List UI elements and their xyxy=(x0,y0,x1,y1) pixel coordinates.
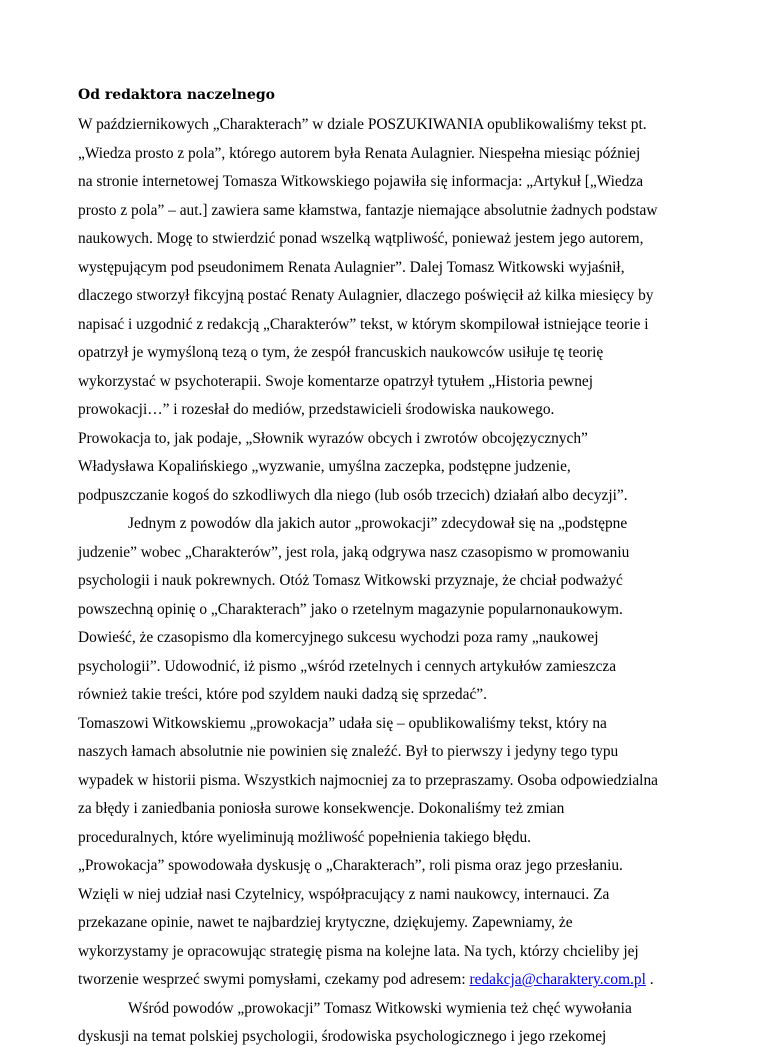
paragraph-line: Tomaszowi Witkowskiemu „prowokacja” udała się – opublikowaliśmy tekst, który na xyxy=(78,715,607,732)
paragraph-line: wykorzystać w psychoterapii. Swoje komentarze opatrzył tytułem „Historia pewnej xyxy=(78,373,594,390)
paragraph-line: opatrzył je wymyśloną tezą o tym, że zespół francuskich naukowców usiłuje tę teorię xyxy=(78,344,604,361)
paragraph-line: prosto z pola” – aut.] zawiera same kłamstwa, fantazje niemające absolutnie żadnych podstaw xyxy=(78,202,658,219)
paragraph-line: Prowokacja to, jak podaje, „Słownik wyrazów obcych i zwrotów obcojęzycznych” xyxy=(78,430,588,447)
paragraph-line: powszechną opinię o „Charakterach” jako o rzetelnym magazynie popularnonaukowym. xyxy=(78,601,623,618)
paragraph-line: „Wiedza prosto z pola”, którego autorem była Renata Aulagnier. Niespełna miesiąc później xyxy=(78,145,641,162)
paragraph-line: wypadek w historii pisma. Wszystkich najmocniej za to przepraszamy. Osoba odpowiedzialna xyxy=(78,772,658,789)
paragraph-line: wykorzystamy je opracowując strategię pisma na kolejne lata. Na tych, którzy chcieliby jej xyxy=(78,943,639,960)
paragraph-line: W październikowych „Charakterach” w dziale POSZUKIWANIA opublikowaliśmy tekst pt. xyxy=(78,116,647,133)
paragraph-line: prowokacji…” i rozesłał do mediów, przedstawicieli środowiska naukowego. xyxy=(78,401,555,418)
paragraph-line: również takie treści, które pod szyldem nauki dadzą się sprzedać”. xyxy=(78,686,487,703)
paragraph-line: za błędy i zaniedbania poniosła surowe konsekwencje. Dokonaliśmy też zmian xyxy=(78,800,565,817)
paragraph-text: tworzenie wesprzeć swymi pomysłami, czekamy pod adresem: xyxy=(78,971,470,988)
paragraph-line: Wzięli w niej udział nasi Czytelnicy, współpracujący z nami naukowcy, internauci. Za xyxy=(78,886,610,903)
paragraph-line: przekazane opinie, nawet te najbardziej krytyczne, dziękujemy. Zapewniamy, że xyxy=(78,914,573,931)
paragraph-line: Dowieść, że czasopismo dla komercyjnego sukcesu wychodzi poza ramy „naukowej xyxy=(78,629,599,646)
paragraph-line: psychologii”. Udowodnić, iż pismo „wśród rzetelnych i cennych artykułów zamieszcza xyxy=(78,658,617,675)
paragraph-line xyxy=(78,971,654,989)
paragraph-line: psychologii i nauk pokrewnych. Otóż Tomasz Witkowski przyznaje, że chciał podważyć xyxy=(78,572,623,589)
paragraph-line: Władysława Kopalińskiego „wyzwanie, umyślna zaczepka, podstępne judzenie, xyxy=(78,458,571,475)
paragraph-line: naukowych. Mogę to stwierdzić ponad wszelką wątpliwość, ponieważ jestem jego autorem, xyxy=(78,230,644,247)
paragraph-line: dyskusji na temat polskiej psychologii, środowiska psychologicznego i jego rzekomej xyxy=(78,1028,607,1045)
paragraph-line: judzenie” wobec „Charakterów”, jest rola, jaką odgrywa nasz czasopismo w promowaniu xyxy=(78,544,630,561)
paragraph-line: Jednym z powodów dla jakich autor „prowokacji” zdecydował się na „podstępne xyxy=(128,515,628,532)
paragraph-line: naszych łamach absolutnie nie powinien się znaleźć. Był to pierwszy i jedyny tego typu xyxy=(78,743,619,760)
paragraph-line: dlaczego stworzył fikcyjną postać Renaty Aulagnier, dlaczego poświęcił aż kilka miesięcy by xyxy=(78,287,654,304)
paragraph-line: na stronie internetowej Tomasza Witkowskiego pojawiła się informacja: „Artykuł [„Wiedza xyxy=(78,173,644,190)
contact-email-link[interactable]: redakcja@charaktery.com.pl xyxy=(469,971,646,988)
paragraph-line: podpuszczanie kogoś do szkodliwych dla niego (lub osób trzecich) działań albo decyzji”. xyxy=(78,487,628,504)
paragraph-line: napisać i uzgodnić z redakcją „Charakterów” tekst, w którym skompilował istniejące teorie i xyxy=(78,316,649,333)
email-suffix: . xyxy=(645,971,654,988)
paragraph-line: występującym pod pseudonimem Renata Aulagnier”. Dalej Tomasz Witkowski wyjaśnił, xyxy=(78,259,625,276)
article-heading: Od redaktora naczelnego xyxy=(78,87,275,103)
paragraph-line: proceduralnych, które wyeliminują możliwość popełnienia takiego błędu. xyxy=(78,829,532,846)
paragraph-line: Wśród powodów „prowokacji” Tomasz Witkowski wymienia też chęć wywołania xyxy=(128,1000,632,1017)
paragraph-line: „Prowokacja” spowodowała dyskusję o „Charakterach”, roli pisma oraz jego przesłaniu. xyxy=(78,857,623,874)
